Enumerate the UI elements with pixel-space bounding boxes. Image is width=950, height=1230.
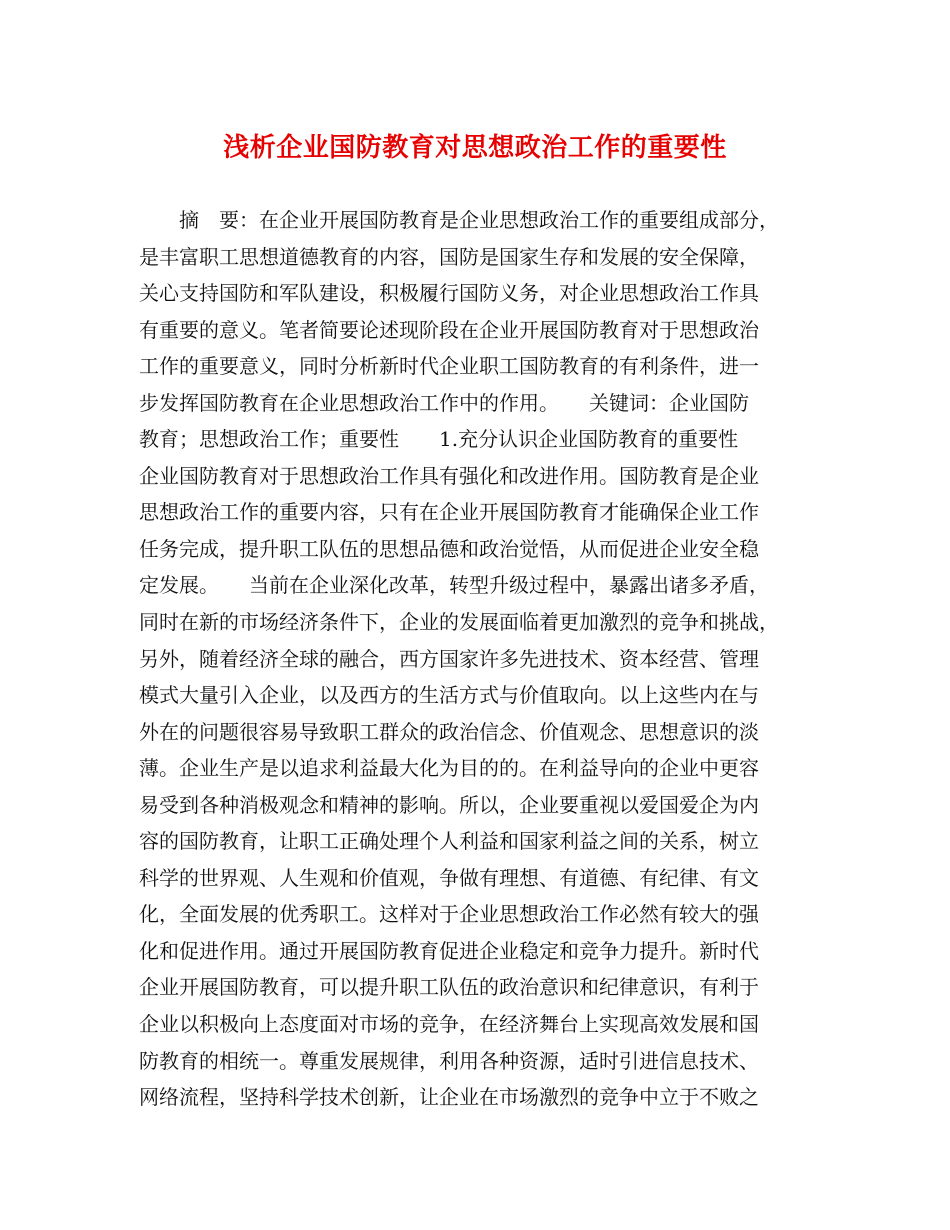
document-body	[139, 202, 819, 1116]
body-line: 科学的世界观、人生观和价值观，争做有理想、有道德、有纪律、有文	[139, 865, 759, 890]
body-line: 防教育的相统一。尊重发展规律，利用各种资源，适时引进信息技术、	[139, 1048, 759, 1073]
body-line: 任务完成，提升职工队伍的思想品德和政治觉悟，从而促进企业安全稳	[139, 536, 759, 561]
document-title: 浅析企业国防教育对思想政治工作的重要性	[223, 133, 727, 163]
body-line: 容的国防教育，让职工正确处理个人利益和国家利益之间的关系，树立	[139, 829, 759, 854]
body-line: 工作的重要意义，同时分析新时代企业职工国防教育的有利条件，进一	[139, 354, 759, 379]
body-line: 是丰富职工思想道德教育的内容，国防是国家生存和发展的安全保障，	[139, 244, 759, 269]
body-line: 定发展。 当前在企业深化改革，转型升级过程中，暴露出诸多矛盾，	[139, 573, 769, 598]
body-line: 企业国防教育对于思想政治工作具有强化和改进作用。国防教育是企业	[139, 463, 759, 488]
body-line: 网络流程，坚持科学技术创新，让企业在市场激烈的竞争中立于不败之	[139, 1085, 759, 1110]
body-line: 易受到各种消极观念和精神的影响。所以，企业要重视以爱国爱企为内	[139, 792, 759, 817]
body-line: 外在的问题很容易导致职工群众的政治信念、价值观念、思想意识的淡	[139, 719, 759, 744]
body-line: 薄。企业生产是以追求利益最大化为目的的。在利益导向的企业中更容	[139, 756, 759, 781]
body-line: 化，全面发展的优秀职工。这样对于企业思想政治工作必然有较大的强	[139, 902, 759, 927]
body-line: 教育；思想政治工作；重要性 1.充分认识企业国防教育的重要性	[139, 427, 739, 452]
body-line: 化和促进作用。通过开展国防教育促进企业稳定和竞争力提升。新时代	[139, 938, 759, 963]
body-line: 步发挥国防教育在企业思想政治工作中的作用。 关键词：企业国防	[139, 390, 749, 415]
body-line: 另外，随着经济全球的融合，西方国家许多先进技术、资本经营、管理	[139, 646, 759, 671]
body-line: 同时在新的市场经济条件下，企业的发展面临着更加激烈的竞争和挑战，	[139, 610, 779, 635]
body-line: 关心支持国防和军队建设，积极履行国防义务，对企业思想政治工作具	[139, 281, 759, 306]
body-line: 企业以积极向上态度面对市场的竞争，在经济舞台上实现高效发展和国	[139, 1012, 759, 1037]
body-line: 摘 要：在企业开展国防教育是企业思想政治工作的重要组成部分，	[139, 208, 779, 232]
body-line: 有重要的意义。笔者简要论述现阶段在企业开展国防教育对于思想政治	[139, 317, 759, 342]
body-line: 模式大量引入企业，以及西方的生活方式与价值取向。以上这些内在与	[139, 683, 759, 708]
body-line: 企业开展国防教育，可以提升职工队伍的政治意识和纪律意识，有利于	[139, 975, 759, 1000]
body-line: 思想政治工作的重要内容，只有在企业开展国防教育才能确保企业工作	[139, 500, 759, 525]
